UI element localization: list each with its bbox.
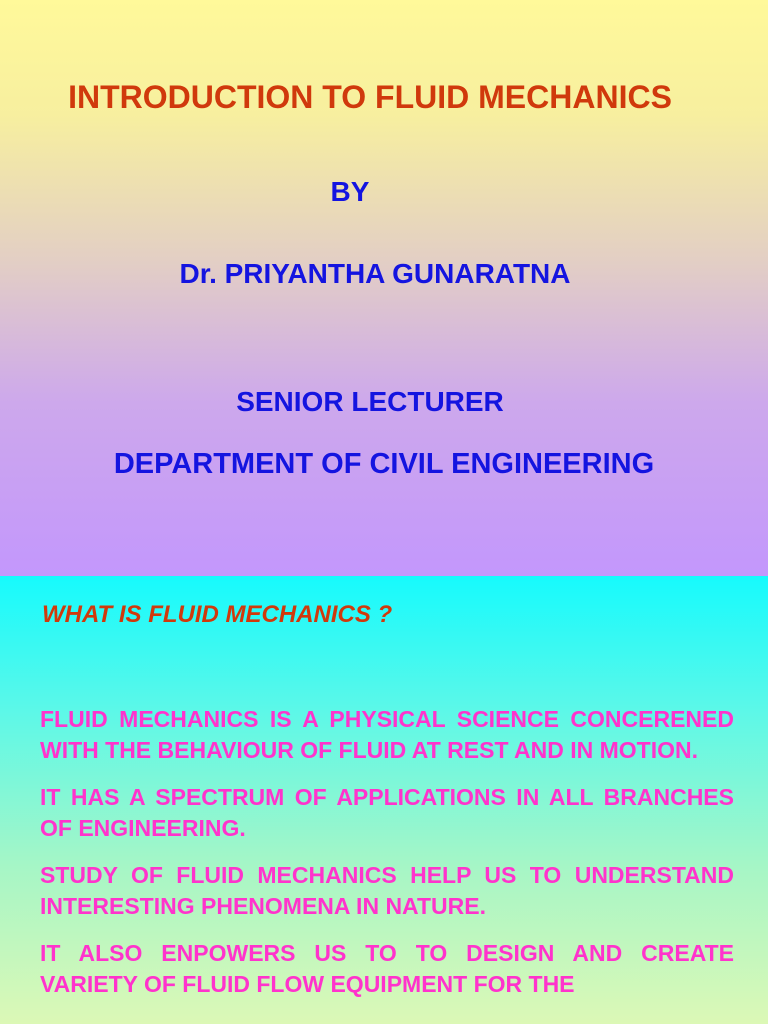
paragraph: IT ALSO ENPOWERS US TO TO DESIGN AND CREATE VARIETY OF FLUID FLOW EQUIPMENT FOR THE	[40, 940, 734, 997]
slide-title: INTRODUCTION TO FLUID MECHANICS	[68, 79, 672, 115]
paragraph: STUDY OF FLUID MECHANICS HELP US TO UNDERSTAND INTERESTING PHENOMENA IN NATURE.	[40, 862, 734, 919]
paragraph-list	[40, 704, 734, 1016]
author-department: DEPARTMENT OF CIVIL ENGINEERING	[113, 448, 655, 480]
paragraph: IT HAS A SPECTRUM OF APPLICATIONS IN ALL BRANCHES OF ENGINEERING.	[40, 784, 734, 841]
section-heading: WHAT IS FLUID MECHANICS ?	[42, 601, 393, 628]
author-role: SENIOR LECTURER	[236, 386, 504, 417]
author-name: Dr. PRIYANTHA GUNARATNA	[179, 258, 571, 289]
by-label: BY	[330, 176, 370, 207]
paragraph: FLUID MECHANICS IS A PHYSICAL SCIENCE CONCERENED WITH THE BEHAVIOUR OF FLUID AT REST AND IN MOTION.	[40, 706, 734, 763]
